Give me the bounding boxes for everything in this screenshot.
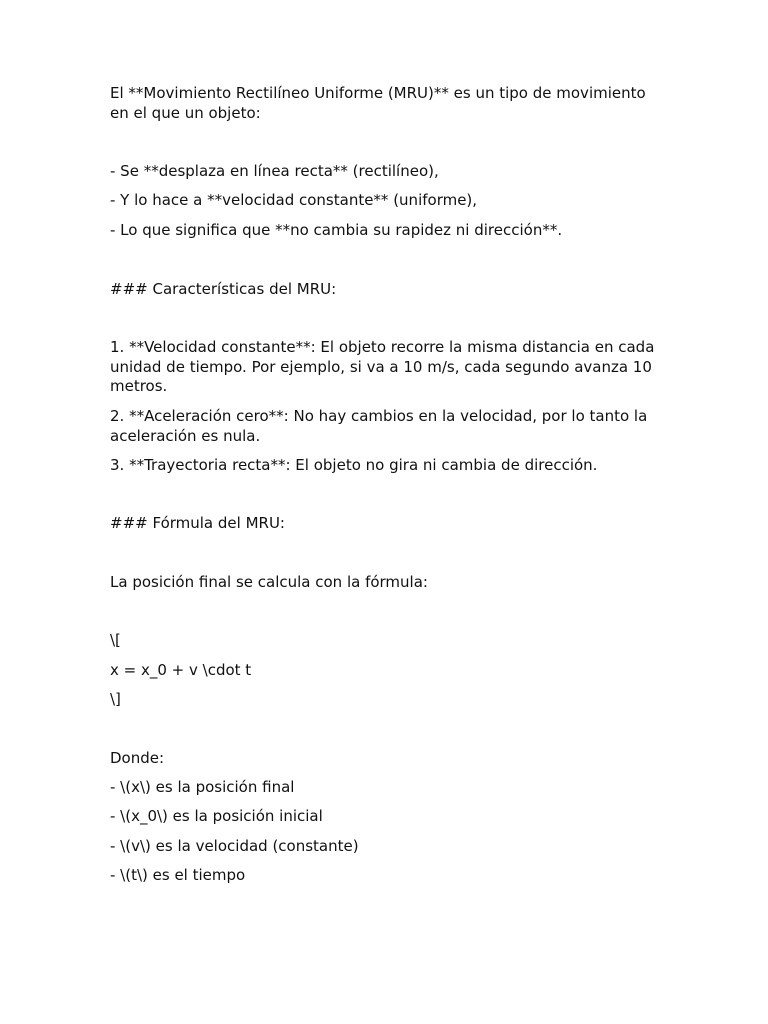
section-heading-formula: ### Fórmula del MRU:	[110, 514, 285, 532]
bullet-item: - Se **desplaza en línea recta** (rectilíneo),	[110, 162, 439, 180]
intro-paragraph: El **Movimiento Rectilíneo Uniforme (MRU)** es un tipo de movimiento en el que un objeto:	[110, 84, 646, 122]
bullet-item: - Y lo hace a **velocidad constante** (uniforme),	[110, 191, 478, 209]
characteristic-item: 1. **Velocidad constante**: El objeto recorre la misma distancia en cada unidad de tiempo. Por ejemplo, si va a 10 m/s, cada segundo avanza 10 metros.	[110, 338, 655, 395]
formula-line: \]	[110, 690, 121, 708]
formula-line: x = x_0 + v \cdot t	[110, 661, 252, 679]
where-label: Donde:	[110, 749, 165, 767]
bullet-item: - Lo que significa que **no cambia su rapidez ni dirección**.	[110, 221, 563, 239]
formula-line: \[	[110, 631, 121, 649]
characteristic-item: 2. **Aceleración cero**: No hay cambios en la velocidad, por lo tanto la aceleración es nula.	[110, 407, 648, 445]
section-heading-characteristics: ### Características del MRU:	[110, 280, 337, 298]
definition-item: - \(x_0\) es la posición inicial	[110, 807, 323, 825]
definition-item: - \(v\) es la velocidad (constante)	[110, 837, 359, 855]
definition-item: - \(t\) es el tiempo	[110, 866, 246, 884]
formula-intro: La posición final se calcula con la fórmula:	[110, 573, 428, 591]
definition-item: - \(x\) es la posición final	[110, 778, 295, 796]
characteristic-item: 3. **Trayectoria recta**: El objeto no gira ni cambia de dirección.	[110, 456, 598, 474]
